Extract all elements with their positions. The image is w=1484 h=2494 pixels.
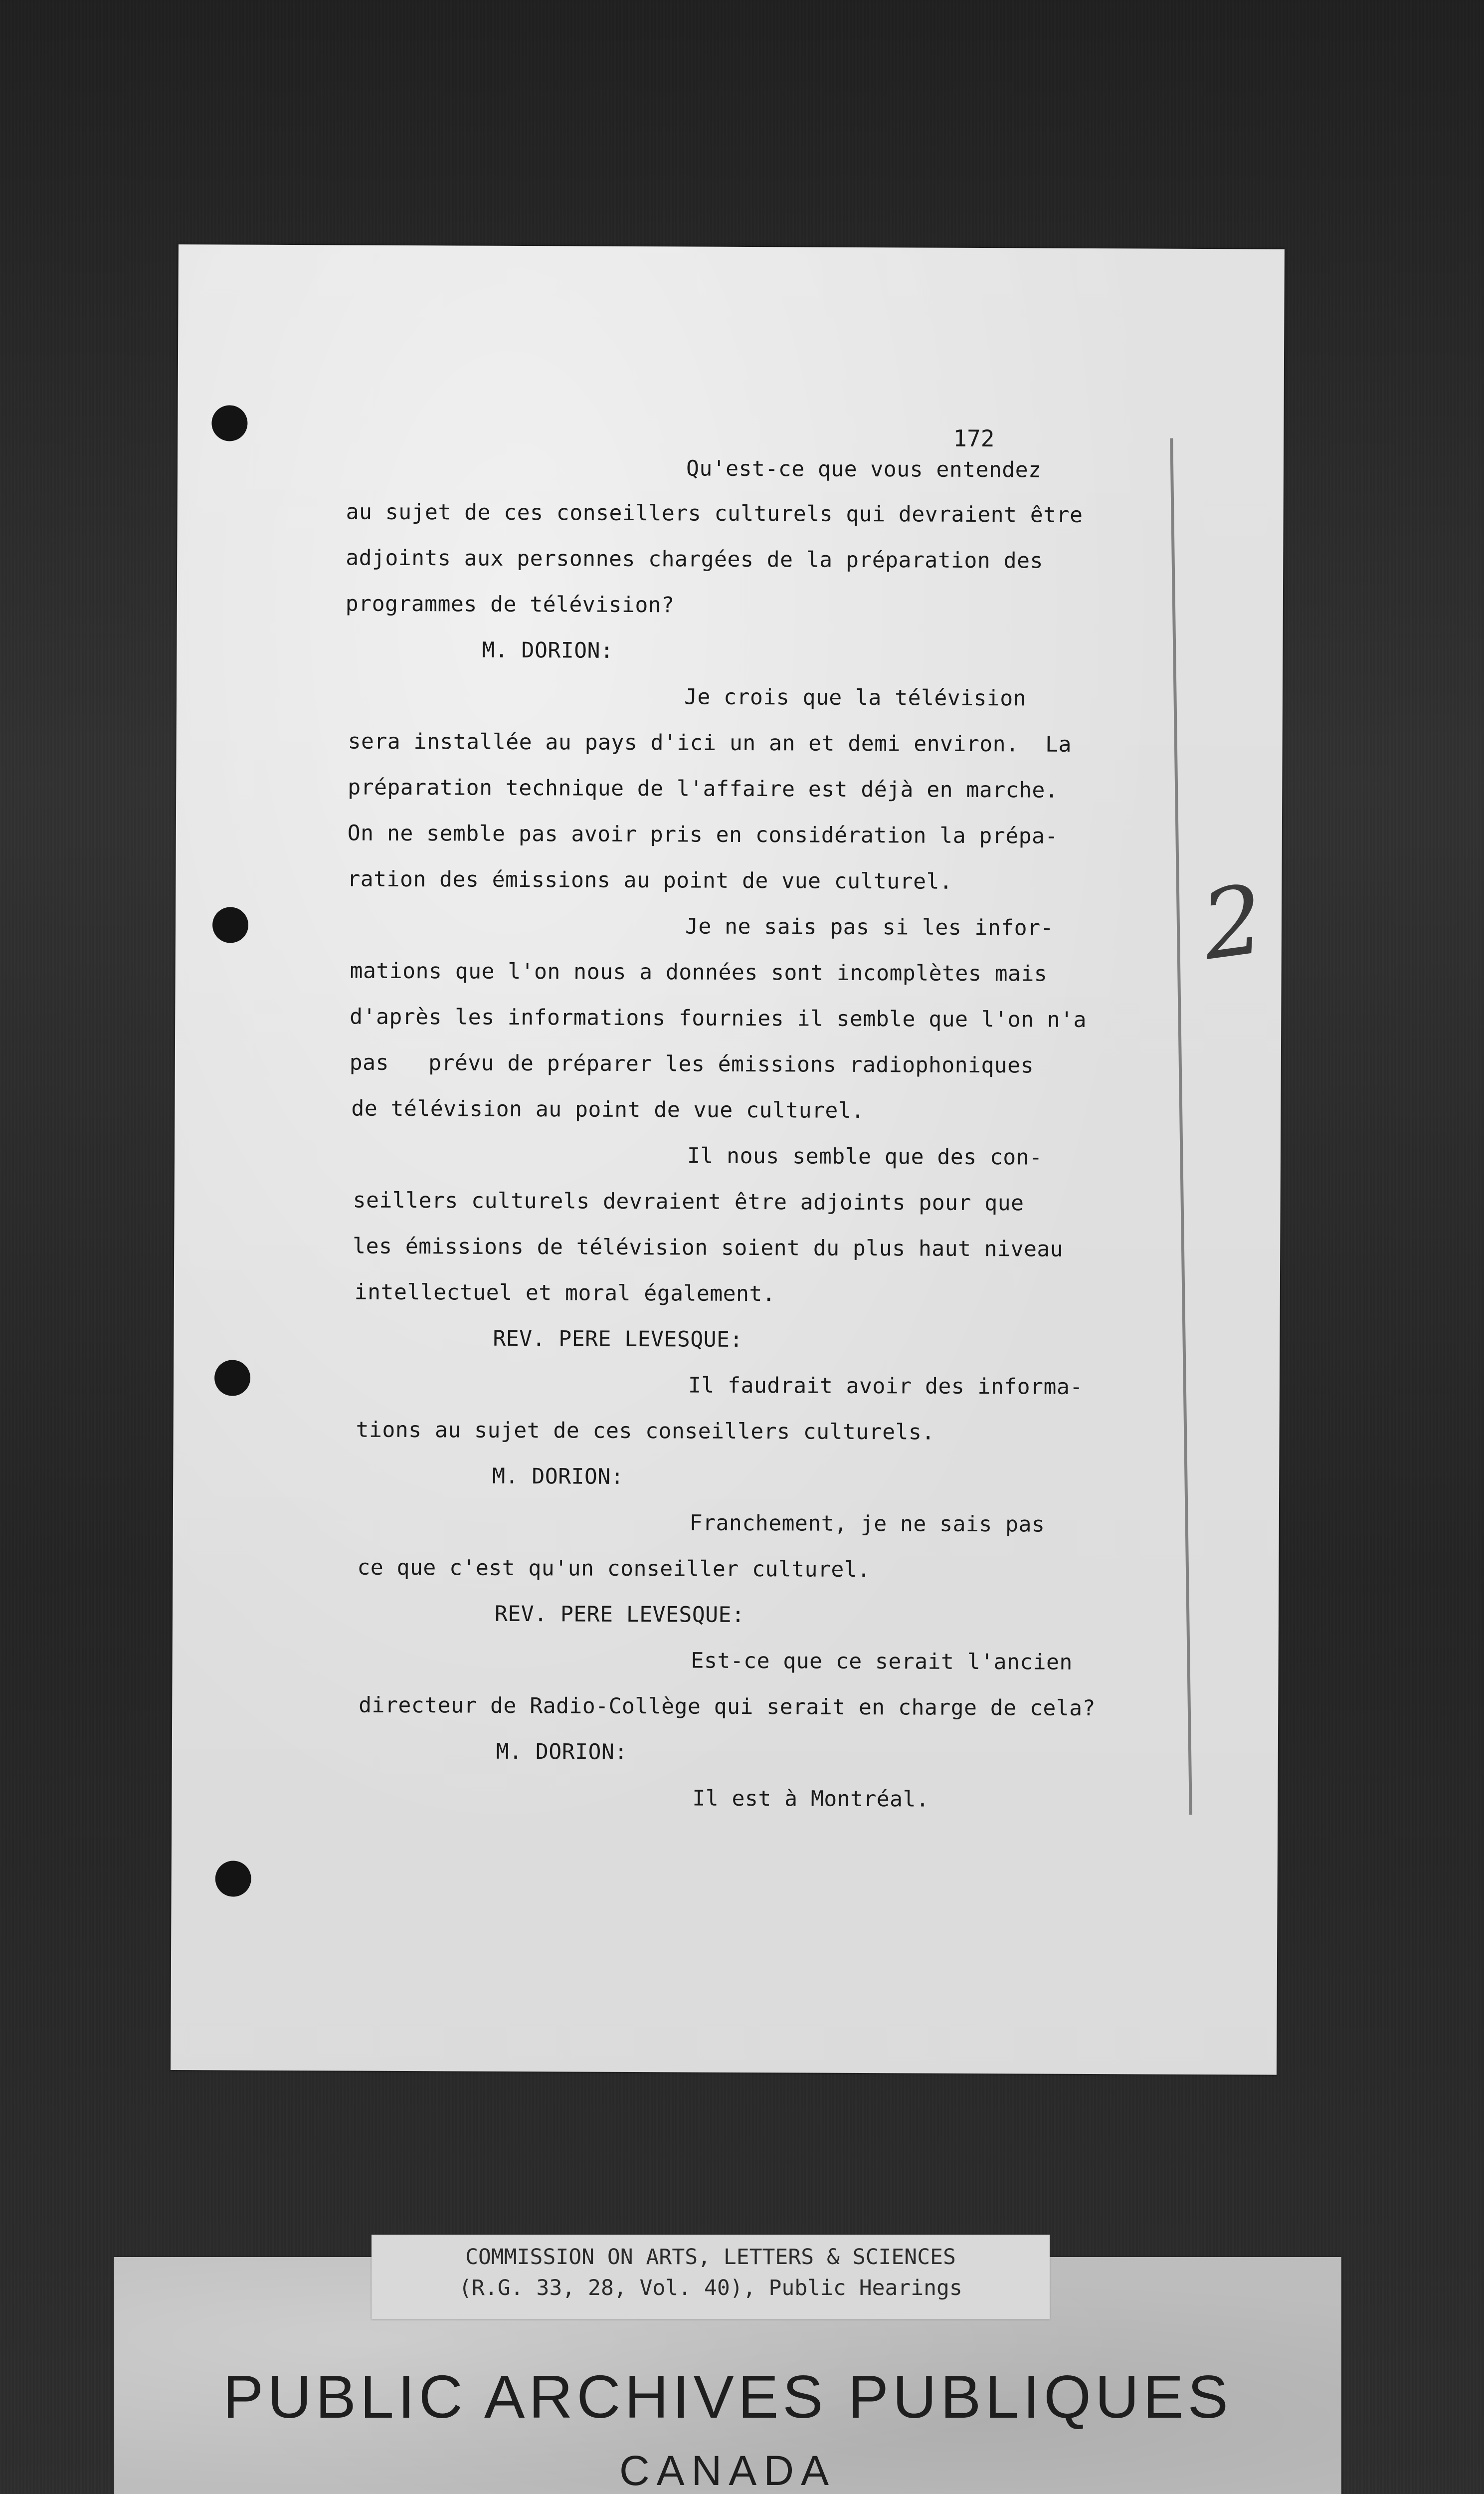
punch-hole-3 [214,1360,250,1396]
speaker-label: REV. PERE LEVESQUE: [493,1326,743,1352]
archive-reference-label [371,2235,1050,2319]
punch-hole-1 [211,405,247,441]
margin-pencil-line [1170,438,1192,1815]
text-line: Qu'est-ce que vous entendez [686,456,1042,483]
text-line: mations que l'on nous a données sont incomplètes mais [350,958,1048,987]
text-line: Je crois que la télévision [684,684,1027,711]
text-line: Il est à Montréal. [692,1786,929,1812]
text-line: les émissions de télévision soient du plus haut niveau [353,1234,1064,1262]
text-line: programmes de télévision? [345,591,675,618]
archive-label-line-2: (R.G. 33, 28, Vol. 40), Public Hearings [459,2276,962,2300]
archive-subtitle: CANADA [619,2447,836,2494]
text-line: préparation technique de l'affaire est déjà en marche. [348,775,1059,803]
text-line: Est-ce que ce serait l'ancien [691,1648,1073,1675]
margin-annotation: 2 [1195,864,1271,982]
punch-hole-2 [212,907,248,943]
text-line: seillers culturels devraient être adjoints pour que [353,1188,1024,1216]
text-line: adjoints aux personnes chargées de la préparation des [346,545,1043,574]
speaker-label: M. DORION: [496,1739,628,1765]
text-line: sera installée au pays d'ici un an et demi environ. La [348,729,1072,757]
archive-title: PUBLIC ARCHIVES PUBLIQUES [223,2363,1232,2431]
text-line: tions au sujet de ces conseillers culturels. [356,1417,935,1445]
speaker-label: M. DORION: [492,1463,624,1489]
punch-hole-4 [215,1861,251,1896]
text-line: pas prévu de préparer les émissions radiophoniques [349,1050,1034,1078]
archive-label-line-1: COMMISSION ON ARTS, LETTERS & SCIENCES [465,2245,956,2270]
text-line: On ne semble pas avoir pris en considération la prépa- [347,821,1058,849]
typed-page [171,244,1285,2075]
text-line: intellectuel et moral également. [354,1279,776,1307]
speaker-label: REV. PERE LEVESQUE: [494,1601,745,1628]
text-line: Je ne sais pas si les infor- [685,914,1054,941]
text-line: directeur de Radio-Collège qui serait en charge de cela? [359,1692,1096,1721]
text-line: Franchement, je ne sais pas [689,1510,1045,1537]
speaker-label: M. DORION: [482,637,614,663]
text-line: de télévision au point de vue culturel. [351,1096,865,1124]
text-line: Il nous semble que des con- [687,1143,1043,1170]
text-line: ration des émissions au point de vue culturel. [347,866,953,894]
text-line: Il faudrait avoir des informa- [688,1373,1083,1400]
text-line: au sujet de ces conseillers culturels qui devraient être [346,499,1083,528]
text-line: ce que c'est qu'un conseiller culturel. [357,1555,871,1583]
text-line: d'après les informations fournies il semble que l'on n'a [350,1004,1087,1033]
page-number: 172 [953,424,995,452]
